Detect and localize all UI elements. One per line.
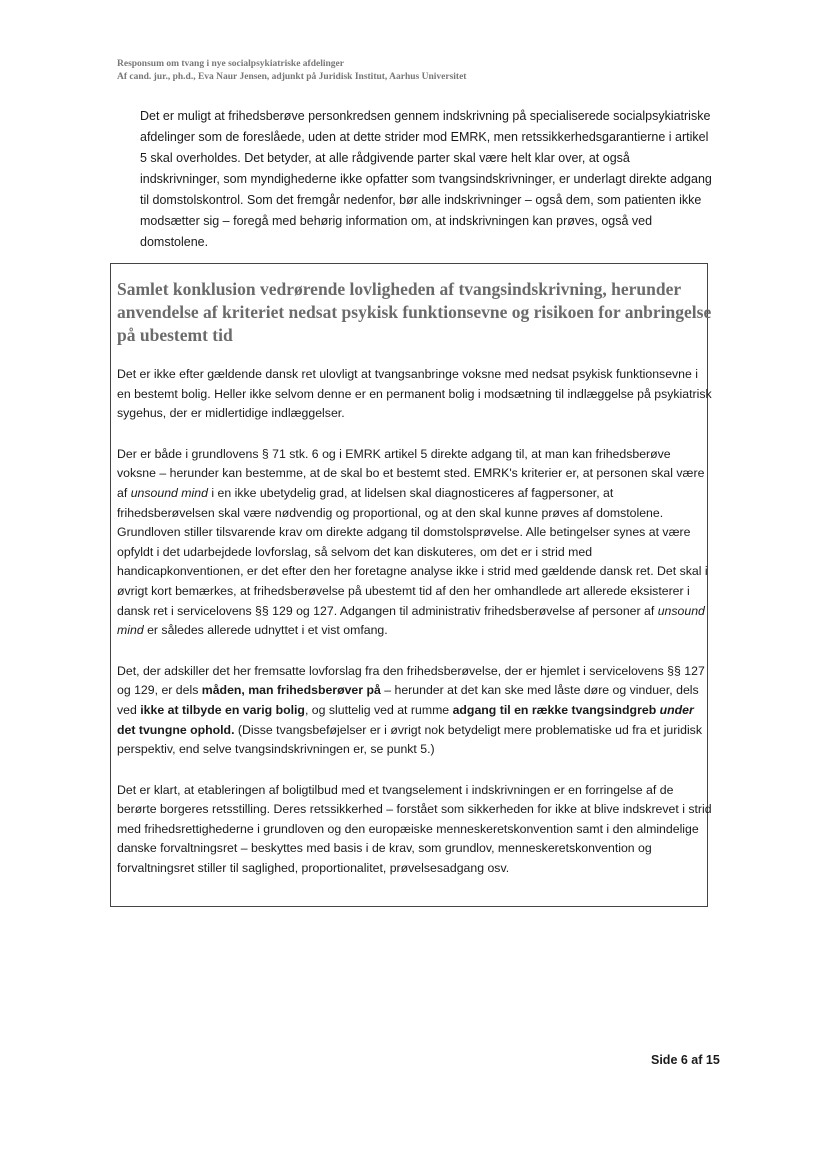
header-title: Responsum om tvang i nye socialpsykiatriske afdelinger [117, 59, 344, 69]
paragraph-text: Det, der adskiller det her fremsatte lovforslag fra den frihedsberøvelse, der er hjemlet i servicelovens §§ 127 og 129, er dels [117, 663, 705, 698]
conclusion-paragraph-1: Det er ikke efter gældende dansk ret ulovligt at tvangsanbringe voksne med nedsat psykisk funktionsevne i en bestemt bolig. Heller ikke selvom denne er en permanent bolig i modsætning til indlæggelse på psykiatrisk sygehus, der er midlertidige indlæggelser. [117, 367, 712, 421]
paragraph-text: Der er både i grundlovens § 71 stk. 6 og i EMRK artikel 5 direkte adgang til, at man kan frihedsberøve voksne – herunder kan bestemme, at de skal bo et bestemt sted. EMRK's kriterier er, at personen skal være af [117, 446, 705, 500]
paragraph-text: er således allerede udnyttet i et vist omfang. [143, 623, 388, 638]
bold-italic-text [660, 703, 694, 717]
emphasis-text: unsound mind [130, 485, 208, 500]
conclusion-heading: Samlet konklusion vedrørende lovligheden af tvangsindskrivning, herunder anvendelse af kriteriet nedsat psykisk funktionsevne og risikoen for anbringelse på ubestemt tid [117, 279, 712, 345]
running-header [117, 58, 466, 84]
header-author: Af cand. jur., ph.d., Eva Naur Jensen, adjunkt på Juridisk Institut, Aarhus Universitet [117, 72, 467, 82]
conclusion-paragraph-4: Det er klart, at etableringen af boligtilbud med et tvangselement i indskrivningen er en forringelse af de berørte borgeres retsstilling. Deres retssikkerhed – forstået som sikkerheden for ikke at blive indskrevet i strid med frihedsrettighederne i grundloven og den europæiske menneskeretskonvention samt i den almindelige danske forvaltningsret – beskyttes med basis i de krav, som grundlov, menneskeretskonvention og forvaltningsret stiller til saglighed, proportionalitet, prøvelsesadgang osv. [117, 782, 712, 876]
bold-text: måden, man frihedsberøver på [201, 683, 381, 698]
emphasis-text: under [659, 702, 694, 717]
intro-paragraph: Det er muligt at frihedsberøve personkredsen gennem indskrivning på specialiserede socialpsykiatriske afdelinger som de foreslåede, uden at dette strider mod EMRK, men retssikkerhedsgarantierne i artikel 5 skal overholdes. Det betyder, at alle rådgivende parter skal være helt klar over, at også indskrivninger, som myndighederne ikke opfatter som tvangsindskrivninger, er underlagt direkte adgang til domstolskontrol. Som det fremgår nedenfor, bør alle indskrivninger – også dem, som patienten ikke modsætter sig – foregå med behørig information om, at indskrivningen kan prøves, også ved domstolene. [140, 109, 712, 249]
bold-text: ikke at tilbyde en varig bolig [140, 702, 305, 717]
conclusion-paragraph-2 [117, 445, 713, 641]
emphasis-text: unsound mind [117, 603, 705, 638]
bold-text: det tvungne ophold. [117, 722, 235, 737]
paragraph-text: i en ikke ubetydelig grad, at lidelsen skal diagnosticeres af fagpersoner, at frihedsberøvelsen skal være nødvendig og proportional, og at den skal kunne prøves af domstolene. Grundloven stiller tilsvarende krav om direkte adgang til domstolsprøvelse. Alle betingelser synes at være opfyldt i det udarbejdede lovforslag, så selvom det kan diskuteres, om det er i strid med handicapkonventionen, er det efter den her foretagne analyse ikke i strid med gældende dansk ret. Det skal i øvrigt kort bemærkes, at frihedsberøvelse på ubestemt tid af den her omhandlede art allerede eksisterer i dansk ret i servicelovens §§ 129 og 127. Adgangen til administrativ frihedsberøvelse af personer af [117, 485, 708, 618]
conclusion-box [110, 263, 712, 907]
paragraph-text: (Disse tvangsbeføjelser er i øvrigt nok betydeligt mere problematiske ud fra et juridisk perspektiv, end selve tvangsindskrivningen er, se punkt 5.) [117, 722, 702, 757]
paragraph-text: – herunder at det kan ske med låste døre og vinduer, dels ved [117, 683, 699, 717]
bold-text: adgang til en række tvangsindgreb [452, 702, 660, 717]
paragraph-text: , og sluttelig ved at rumme [304, 702, 453, 717]
conclusion-paragraph-3 [117, 662, 713, 760]
page-number: Side 6 af 15 [651, 1053, 720, 1067]
